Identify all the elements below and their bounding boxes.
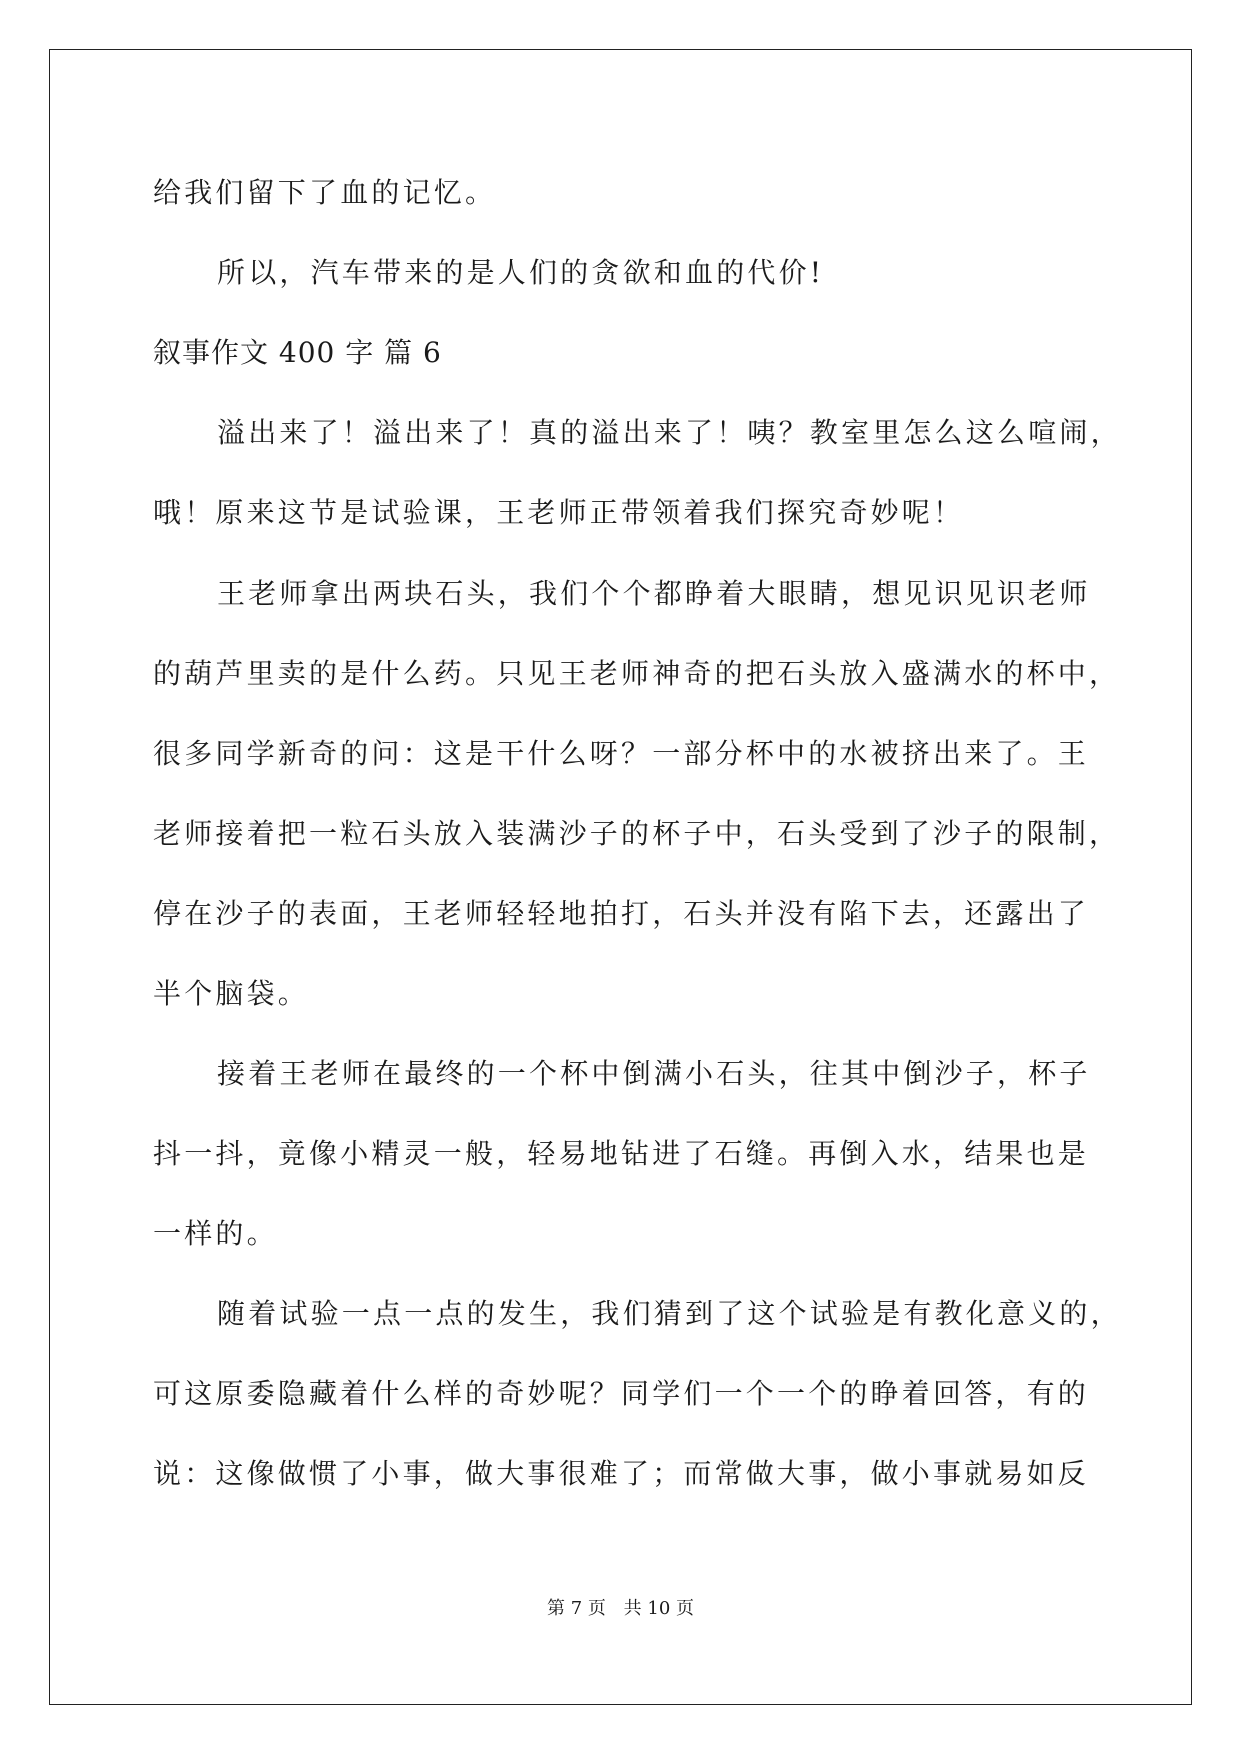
page-number: 第 7 页: [547, 1598, 606, 1619]
section-heading: 叙事作文 400 字 篇 6: [153, 336, 442, 369]
page-footer: [0, 1597, 1241, 1621]
paragraph-line: 所以，汽车带来的是人们的贪欲和血的代价!: [217, 256, 825, 289]
paragraph-line: 半个脑袋。: [153, 977, 310, 1010]
paragraph-line: 随着试验一点一点的发生，我们猜到了这个试验是有教化意义的，: [217, 1297, 1122, 1330]
paragraph-line: 溢出来了！溢出来了！真的溢出来了！咦？教室里怎么这么喧闹，: [217, 416, 1122, 449]
paragraph-line: 很多同学新奇的问：这是干什么呀？一部分杯中的水被挤出来了。王: [153, 737, 1090, 770]
page-total: 共 10 页: [623, 1598, 694, 1619]
paragraph-line: 给我们留下了血的记忆。: [153, 176, 497, 209]
paragraph-line: 说：这像做惯了小事，做大事很难了；而常做大事，做小事就易如反: [153, 1457, 1090, 1490]
paragraph-line: 停在沙子的表面，王老师轻轻地拍打，石头并没有陷下去，还露出了: [153, 897, 1090, 930]
paragraph-line: 哦！原来这节是试验课，王老师正带领着我们探究奇妙呢！: [153, 496, 965, 529]
paragraph-line: 可这原委隐藏着什么样的奇妙呢？同学们一个一个的睁着回答，有的: [153, 1377, 1090, 1410]
paragraph-line: 抖一抖，竟像小精灵一般，轻易地钻进了石缝。再倒入水，结果也是: [153, 1137, 1090, 1170]
paragraph-line: 老师接着把一粒石头放入装满沙子的杯子中，石头受到了沙子的限制，: [153, 817, 1121, 850]
paragraph-line: 的葫芦里卖的是什么药。只见王老师神奇的把石头放入盛满水的杯中，: [153, 657, 1121, 690]
paragraph-line: 王老师拿出两块石头，我们个个都睁着大眼睛，想见识见识老师: [217, 577, 1091, 610]
paragraph-line: 接着王老师在最终的一个杯中倒满小石头，往其中倒沙子，杯子: [217, 1057, 1091, 1090]
paragraph-line: 一样的。: [153, 1217, 278, 1250]
